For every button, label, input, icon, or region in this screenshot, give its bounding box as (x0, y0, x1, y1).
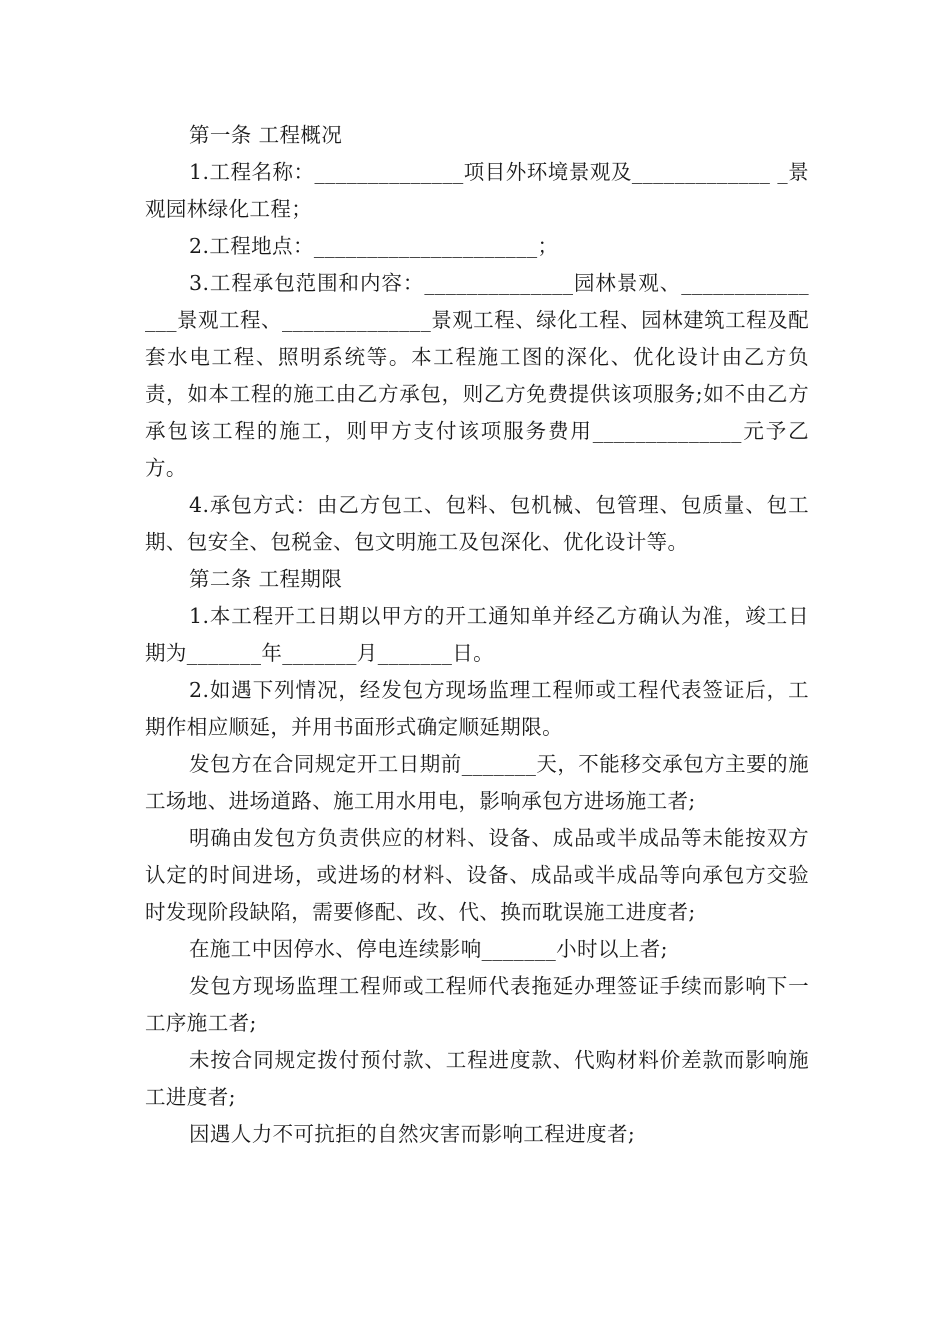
document-body (145, 117, 809, 1153)
paragraph-start-date: 1.本工程开工日期以甲方的开工通知单并经乙方确认为准，竣工日期为_______年_______月_______日。 (145, 604, 809, 665)
heading-article-1: 第一条 工程概况 (189, 123, 343, 147)
paragraph-condition-force-majeure: 因遇人力不可抗拒的自然灾害而影响工程进度者; (189, 1122, 636, 1146)
paragraph-condition-outage: 在施工中因停水、停电连续影响_______小时以上者; (189, 937, 668, 961)
paragraph-contract-method: 4.承包方式：由乙方包工、包料、包机械、包管理、包质量、包工期、包安全、包税金、包文明施工及包深化、优化设计等。 (145, 493, 809, 554)
paragraph-project-name: 1.工程名称：______________项目外环境景观及_____________ _景观园林绿化工程； (145, 160, 809, 221)
paragraph-condition-payment: 未按合同规定拨付预付款、工程进度款、代购材料价差款而影响施工进度者; (145, 1048, 809, 1109)
heading-article-2: 第二条 工程期限 (189, 567, 343, 591)
paragraph-project-location: 2.工程地点：_____________________； (189, 234, 559, 258)
paragraph-condition-materials: 明确由发包方负责供应的材料、设备、成品或半成品等未能按双方认定的时间进场，或进场的材料、设备、成品或半成品等向承包方交验时发现阶段缺陷，需要修配、改、代、换而耽误施工进度者; (145, 826, 809, 924)
paragraph-condition-site-handover: 发包方在合同规定开工日期前_______天，不能移交承包方主要的施工场地、进场道路、施工用水用电，影响承包方进场施工者; (145, 752, 809, 813)
paragraph-extension-conditions: 2.如遇下列情况，经发包方现场监理工程师或工程代表签证后，工期作相应顺延，并用书面形式确定顺延期限。 (145, 678, 809, 739)
paragraph-condition-visa-delay: 发包方现场监理工程师或工程师代表拖延办理签证手续而影响下一工序施工者; (145, 974, 809, 1035)
paragraph-project-scope: 3.工程承包范围和内容：______________园林景观、_______________景观工程、______________景观工程、绿化工程、园林建筑工程及配套水电工程、照明系统等。本工程施工图的深化、优化设计由乙方负责，如本工程的施工由乙方承包，则乙方免费提供该项服务;如不由乙方承包该工程的施工，则甲方支付该项服务费用______________元予乙方。 (145, 271, 809, 480)
